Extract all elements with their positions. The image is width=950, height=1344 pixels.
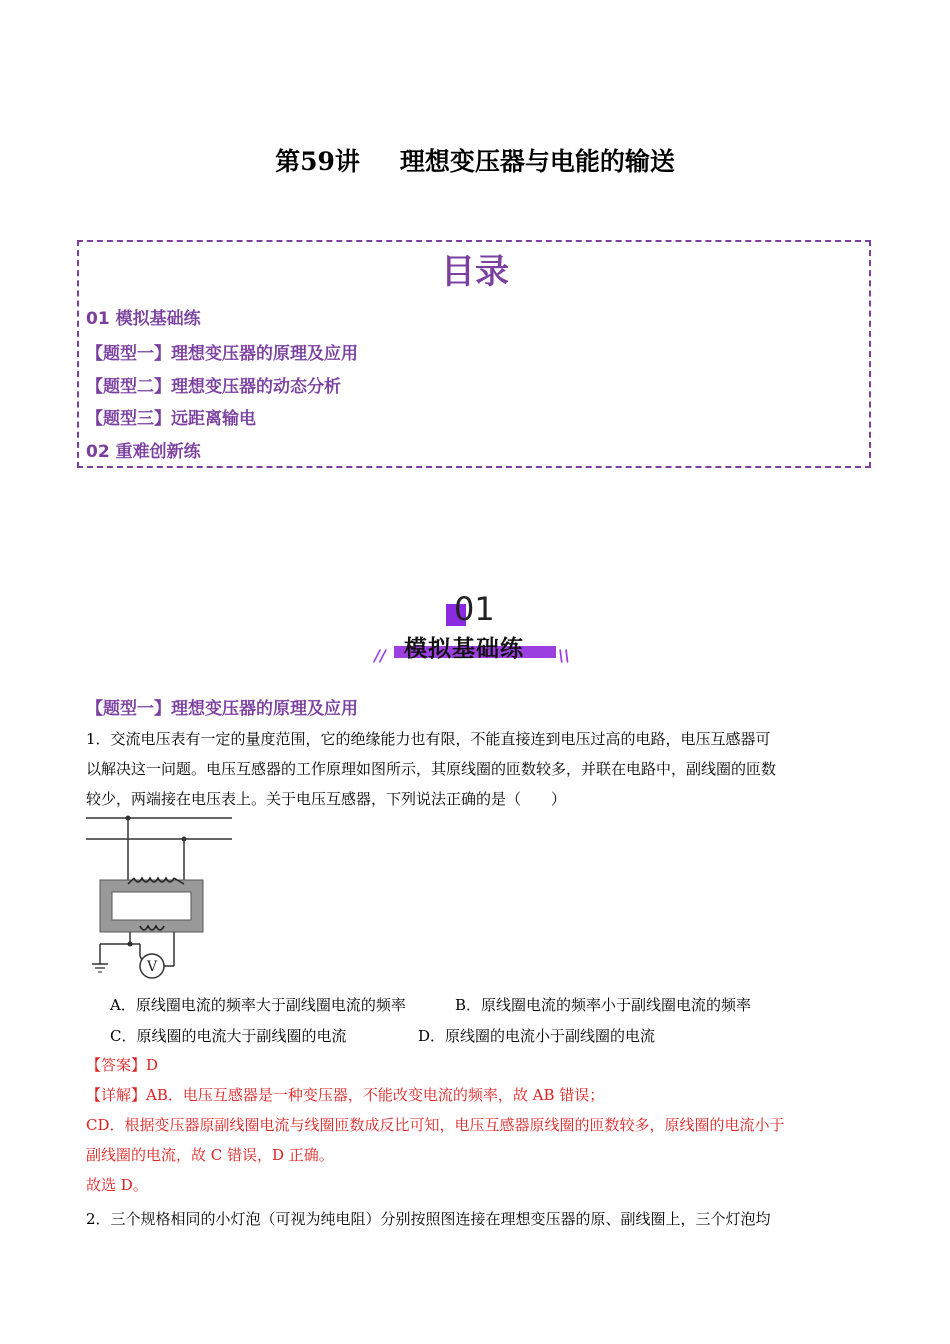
section-banner bbox=[370, 590, 580, 670]
explanation-line: CD．根据变压器原副线圈电流与线圈匝数成反比可知，电压互感器原线圈的匝数较多，原线圈的电流小于 bbox=[86, 1116, 785, 1134]
option-a[interactable]: A．原线圈电流的频率大于副线圈电流的频率 bbox=[110, 996, 406, 1014]
explanation-line: 故选 D。 bbox=[86, 1176, 148, 1194]
question-1-line: 较少，两端接在电压表上。关于电压互感器，下列说法正确的是（ ） bbox=[86, 790, 567, 808]
question-1-line: 1．交流电压表有一定的量度范围，它的绝缘能力也有限，不能直接连到电压过高的电路，电压互感器可 bbox=[86, 730, 771, 748]
lecture-number: 第59讲 bbox=[275, 147, 360, 176]
page-title bbox=[0, 142, 950, 178]
explanation-line: 副线圈的电流，故 C 错误，D 正确。 bbox=[86, 1146, 334, 1164]
answer-block bbox=[86, 1050, 866, 1200]
option-b[interactable]: B．原线圈电流的频率小于副线圈电流的频率 bbox=[455, 996, 752, 1014]
question-type-heading: 【题型一】理想变压器的原理及应用 bbox=[86, 699, 358, 719]
question-1-text bbox=[86, 724, 866, 814]
toc-heading: 目录 bbox=[441, 252, 509, 292]
banner-slash-right: \\ bbox=[558, 646, 570, 665]
banner-slash-left: // bbox=[374, 646, 386, 665]
answer-line: 【答案】D bbox=[86, 1056, 159, 1074]
lecture-topic: 理想变压器与电能的输送 bbox=[399, 147, 675, 176]
toc-item-type3[interactable]: 【题型三】远距离输电 bbox=[86, 409, 256, 429]
question-2-text: 2．三个规格相同的小灯泡（可视为纯电阻）分别按照图连接在理想变压器的原、副线圈上，三个灯泡均 bbox=[86, 1210, 771, 1228]
toc-item-practice-hard[interactable]: 02 重难创新练 bbox=[86, 442, 201, 462]
section-name: 模拟基础练 bbox=[404, 636, 524, 662]
toc-item-practice-basic[interactable]: 01 模拟基础练 bbox=[86, 309, 201, 329]
option-c[interactable]: C．原线圈的电流大于副线圈的电流 bbox=[110, 1027, 347, 1045]
section-number: 01 bbox=[454, 590, 495, 628]
voltmeter-label: V bbox=[146, 959, 158, 975]
explanation-line: 【详解】AB．电压互感器是一种变压器，不能改变电流的频率，故 AB 错误； bbox=[86, 1086, 605, 1104]
option-d[interactable]: D．原线圈的电流小于副线圈的电流 bbox=[418, 1027, 656, 1045]
core-window bbox=[112, 892, 191, 920]
transformer-diagram bbox=[86, 814, 236, 984]
toc-item-type1[interactable]: 【题型一】理想变压器的原理及应用 bbox=[86, 344, 358, 364]
question-1-line: 以解决这一问题。电压互感器的工作原理如图所示，其原线圈的匝数较多，并联在电路中，副线圈的匝数 bbox=[86, 760, 777, 778]
toc-item-type2[interactable]: 【题型二】理想变压器的动态分析 bbox=[86, 377, 341, 397]
